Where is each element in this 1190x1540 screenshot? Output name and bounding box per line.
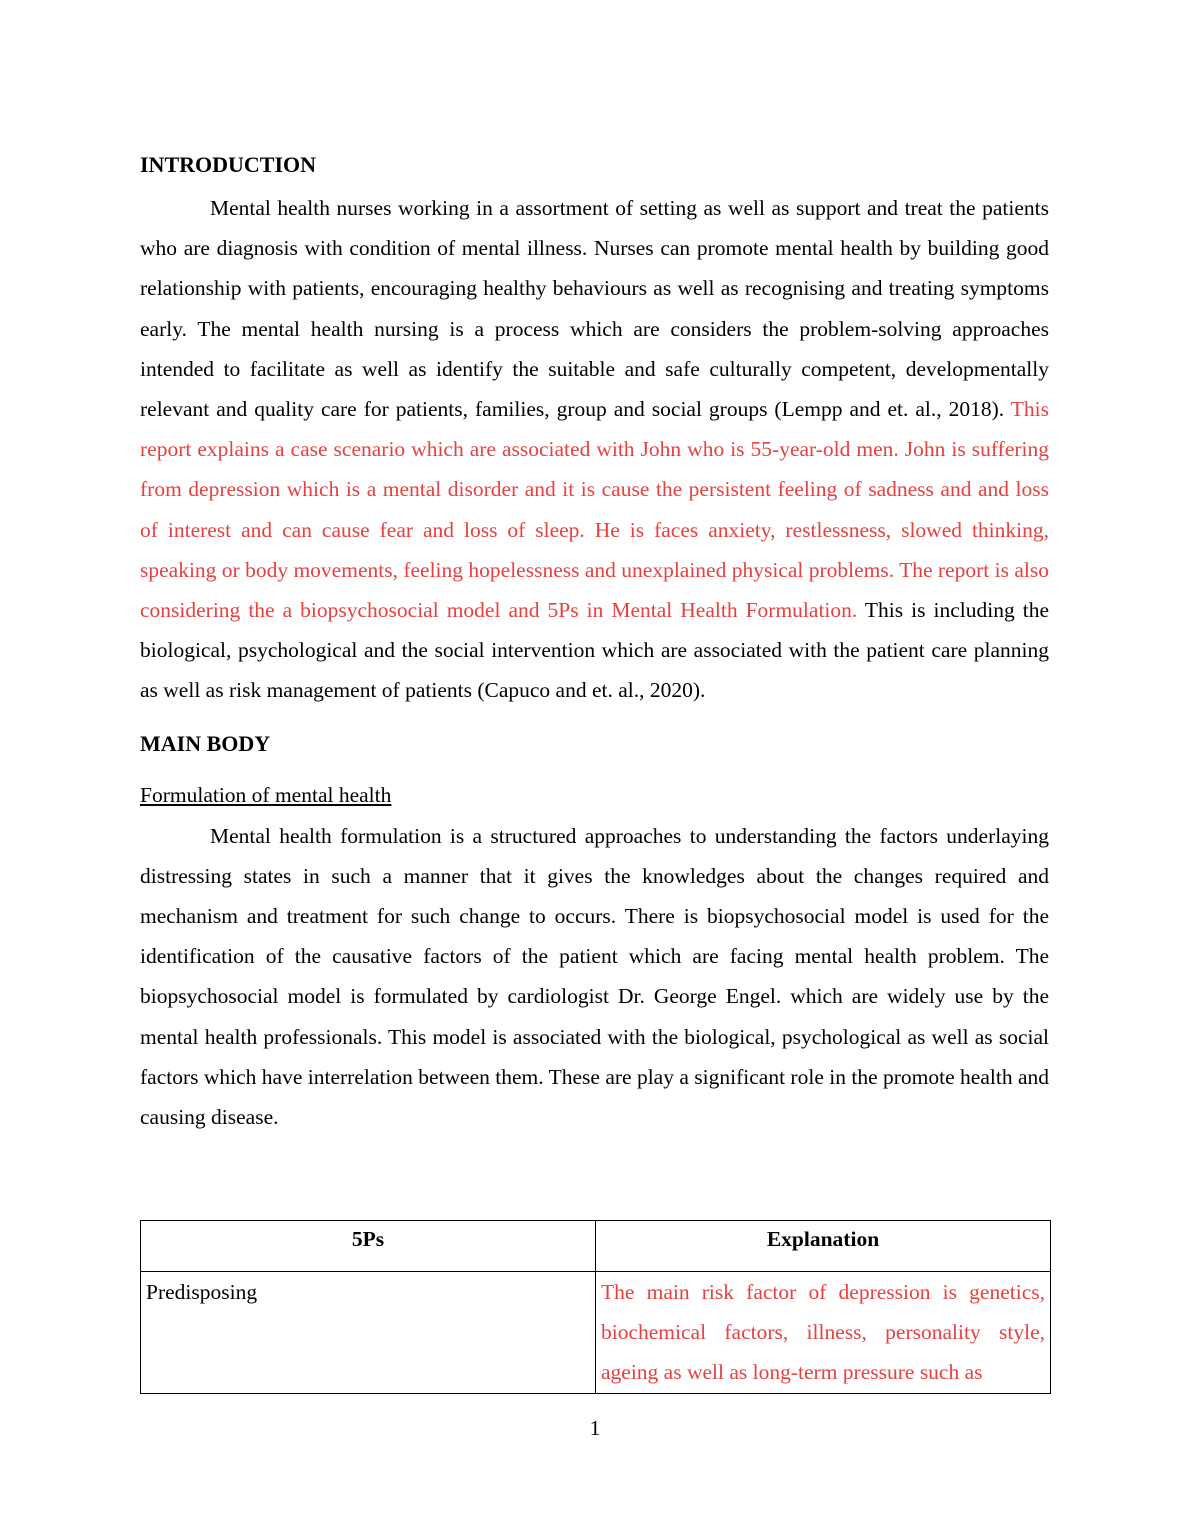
table-header-explanation: Explanation [596,1221,1051,1272]
page-number: 1 [589,1416,601,1440]
table-header-row [141,1221,1051,1272]
introduction-heading: INTRODUCTION [140,152,317,177]
main-body-heading: MAIN BODY [140,730,271,756]
table-header-5ps: 5Ps [141,1221,596,1272]
table-cell-p: Predisposing [141,1272,596,1394]
intro-highlighted-text: This report explains a case scenario which are associated with John who is 55-year-old men. John is suffering from depression which is a mental disorder and it is cause the persistent feeling of sadness and and loss of interest and can cause fear and loss of sleep. He is faces anxiety, restlessness, slowed thinking, speaking or body movements, feeling hopelessness and unexplained physical problems. The report is also considering the a biopsychosocial model and 5Ps in Mental Health Formulation. [140,397,1049,623]
five-ps-table [140,1220,1051,1394]
table-row [141,1272,1051,1394]
intro-text-part-2: This is including the biological, psychological and the social intervention which are associated with the patient care planning as well as risk management of patients (Capuco and et. al., 2020). [140,598,1049,703]
intro-text-part-1: Mental health nurses working in a assortment of setting as well as support and treat the patients who are diagnosis with condition of mental illness. Nurses can promote mental health by building good relationship with patients, encouraging healthy behaviours as well as recognising and treating symptoms early. The mental health nursing is a process which are considers the problem-solving approaches intended to facilitate as well as identify the suitable and safe culturally competent, developmentally relevant and quality care for patients, families, group and social groups (Lempp and et. al., 2018). [140,196,1049,422]
introduction-paragraph [140,188,1049,711]
table-cell-explanation: The main risk factor of depression is genetics, biochemical factors, illness, personality style, ageing as well as long-term pressure such as [596,1272,1051,1394]
page-content [140,148,1049,1137]
formulation-paragraph: Mental health formulation is a structured approaches to understanding the factors underlaying distressing states in such a manner that it gives the knowledges about the changes required and mechanism and treatment for such change to occurs. There is biopsychosocial model is used for the identification of the causative factors of the patient which are facing mental health problem. The biopsychosocial model is formulated by cardiologist Dr. George Engel. which are widely use by the mental health professionals. This model is associated with the biological, psychological as well as social factors which have interrelation between them. These are play a significant role in the promote health and causing disease. [140,823,1049,1130]
formulation-subheading: Formulation of mental health [140,782,392,807]
